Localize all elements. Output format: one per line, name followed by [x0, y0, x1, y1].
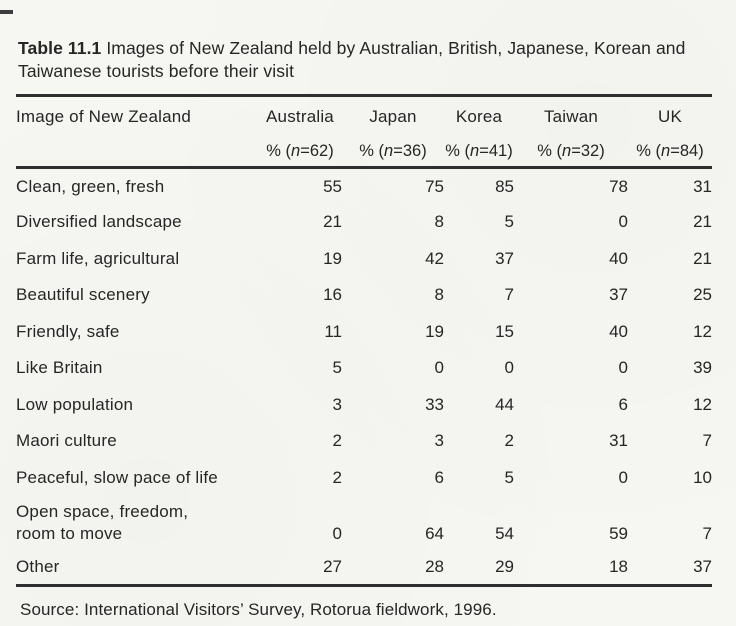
column-header-japan: Japan [369, 107, 417, 127]
table-caption-number: Table 11.1 [18, 38, 102, 58]
cell-value: 7 [702, 431, 712, 451]
column-header-uk: UK [657, 107, 683, 127]
cell-value: 7 [504, 285, 514, 305]
source-note: Source: International Visitors’ Survey, Rotorua fieldwork, 1996. [20, 600, 497, 619]
cell-value: 21 [323, 212, 342, 232]
table-row [16, 496, 712, 550]
cell-value: 8 [434, 285, 444, 305]
cell-value: 33 [425, 394, 444, 414]
column-header-row [16, 96, 712, 138]
cell-value: 5 [504, 212, 514, 232]
table-row [16, 387, 712, 424]
cell-value: 29 [495, 557, 514, 576]
table-row [16, 168, 712, 205]
column-subheader-japan: % (n=36) [342, 138, 444, 168]
cell-value: 31 [693, 176, 712, 196]
table-row [16, 314, 712, 351]
table-row [16, 350, 712, 387]
row-label: Low population [16, 394, 134, 414]
cell-value: 21 [693, 248, 712, 268]
cell-value: 6 [618, 394, 628, 414]
column-subheader-korea: % (n=41) [444, 138, 514, 168]
column-subheader-uk: % (n=84) [628, 138, 712, 168]
cell-value: 44 [495, 394, 514, 414]
cell-value: 19 [323, 248, 342, 268]
cell-value: 2 [332, 431, 342, 451]
cell-value: 3 [332, 394, 342, 414]
cell-value: 8 [434, 212, 444, 232]
row-label: Beautiful scenery [16, 285, 150, 305]
cell-value: 40 [609, 248, 628, 268]
cell-value: 5 [504, 467, 514, 487]
cell-value: 12 [693, 394, 712, 414]
row-label: Other [16, 557, 60, 576]
cell-value: 27 [323, 557, 342, 576]
cell-value: 18 [609, 557, 628, 576]
cell-value: 0 [618, 212, 628, 232]
cell-value: 16 [323, 285, 342, 305]
table-row [16, 550, 712, 586]
cell-value: 0 [434, 358, 444, 378]
column-subheader-taiwan: % (n=32) [514, 138, 628, 168]
cell-value: 2 [504, 431, 514, 451]
cell-value: 0 [332, 524, 342, 543]
cell-value: 40 [609, 321, 628, 341]
data-table [16, 94, 712, 587]
cell-value: 37 [495, 248, 514, 268]
corner-header: Image of New Zealand [16, 107, 192, 127]
cell-value: 55 [323, 176, 342, 196]
cell-value: 12 [693, 321, 712, 341]
row-label: Diversified landscape [16, 212, 182, 232]
row-label: Clean, green, fresh [16, 176, 165, 196]
cell-value: 31 [609, 431, 628, 451]
table-row [16, 204, 712, 241]
corner-subheader-empty [16, 138, 258, 168]
cell-value: 0 [618, 467, 628, 487]
cell-value: 0 [618, 358, 628, 378]
table-caption-text: Images of New Zealand held by Australian, British, Japanese, Korean and Taiwanese tourists before their visit [18, 38, 686, 81]
cell-value: 2 [332, 467, 342, 487]
cell-value: 59 [609, 524, 628, 543]
cell-value: 25 [693, 285, 712, 305]
cell-value: 6 [434, 467, 444, 487]
row-label: Open space, freedom, room to move [16, 502, 189, 543]
cell-value: 64 [425, 524, 444, 543]
table-caption [18, 37, 718, 83]
cell-value: 19 [425, 321, 444, 341]
table-row [16, 241, 712, 278]
column-subheader-australia: % (n=62) [258, 138, 342, 168]
row-label: Farm life, agricultural [16, 248, 180, 268]
table-row [16, 423, 712, 460]
cell-value: 11 [324, 321, 342, 341]
cell-value: 10 [693, 467, 712, 487]
cell-value: 3 [434, 431, 444, 451]
cell-value: 39 [693, 358, 712, 378]
cell-value: 37 [693, 557, 712, 576]
cell-value: 54 [495, 524, 514, 543]
cell-value: 21 [693, 212, 712, 232]
table-row [16, 460, 712, 497]
cell-value: 0 [504, 358, 514, 378]
table-row [16, 277, 712, 314]
cell-value: 78 [609, 176, 628, 196]
column-header-australia: Australia [266, 107, 334, 127]
column-header-taiwan: Taiwan [543, 107, 599, 127]
cell-value: 85 [495, 176, 514, 196]
row-label: Peaceful, slow pace of life [16, 467, 218, 487]
cell-value: 37 [609, 285, 628, 305]
cell-value: 75 [425, 176, 444, 196]
cell-value: 42 [425, 248, 444, 268]
column-subheader-row [16, 138, 712, 168]
cell-value: 5 [332, 358, 342, 378]
row-label: Friendly, safe [16, 321, 120, 341]
row-label: Maori culture [16, 431, 117, 451]
column-header-korea: Korea [455, 107, 503, 127]
row-label: Like Britain [16, 358, 103, 378]
scan-artifact-mark [0, 10, 13, 14]
cell-value: 15 [495, 321, 514, 341]
cell-value: 7 [702, 524, 712, 543]
cell-value: 28 [425, 557, 444, 576]
